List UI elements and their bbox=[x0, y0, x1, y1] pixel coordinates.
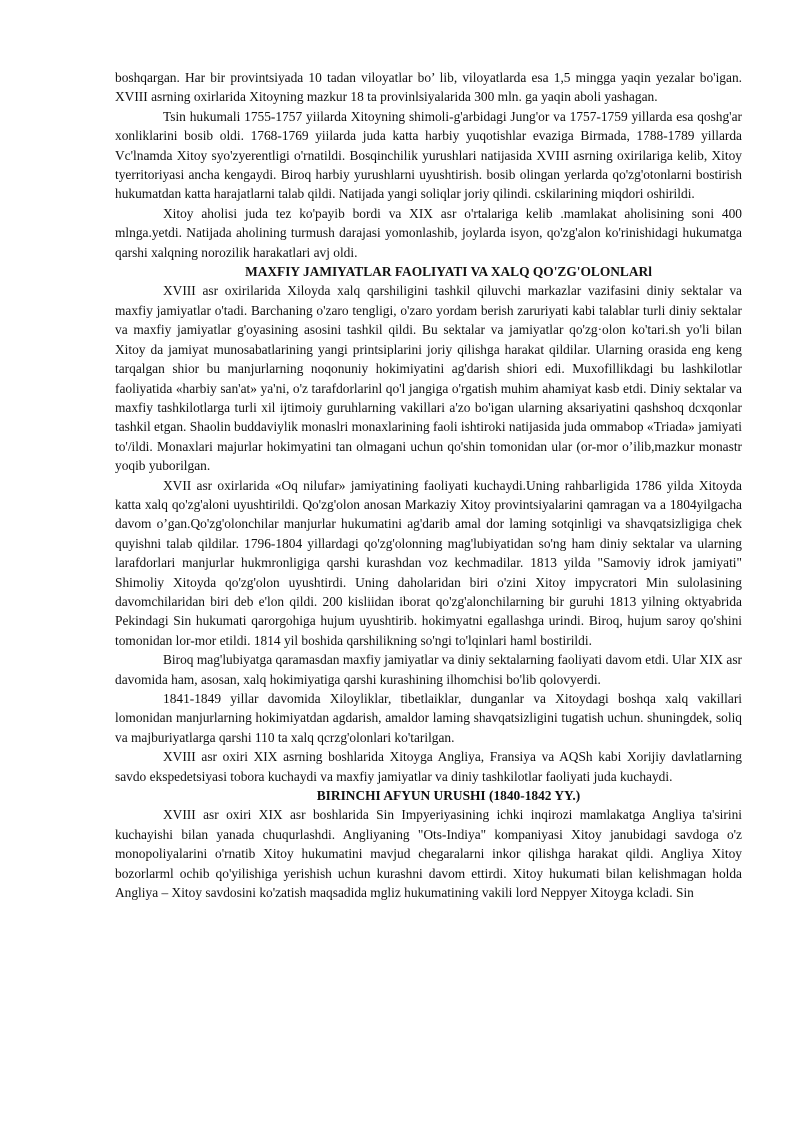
paragraph: Biroq mag'lubiyatga qaramasdan maxfiy jamiyatlar va diniy sektalarning faoliyati davom etdi. Ular XIX asr davomida ham, asosan, xalq hokimiyatiga qarshi kurashining ilhomchisi bo'lib qolovyerdi. bbox=[115, 652, 742, 687]
section-heading: BIRINCHI AFYUN URUSHI (1840-1842 YY.) bbox=[316, 788, 581, 804]
paragraph: XVIII asr oxiri XIX asr boshlarida Sin Impyeriyasining ichki inqirozi mamlakatga Angliya ta'sirini kuchayishi bilan yanada chuqurlashdi. Angliyaning "Ots-Indiya" kompaniyasi Xitoy janubidagi savdoga o'z monopoliyalarini o'rnatib Xitoy hukumatini mavjud chegaralarni inkor qilishga harakat qildi. Angliya Xitoy bozorlarml ochib qo'yilishiga yerishish uchun kurashni davom ettirdi. Xitoy hukumati bilan kelishmagan holda Angliya – Xitoy savdosini ko'zatish maqsadida mgliz hukumatining vakili lord Neppyer Xitoyga kcladi. Sin bbox=[115, 807, 742, 901]
paragraph: Tsin hukumali 1755-1757 yiilarda Xitoyning shimoli-g'arbidagi Jung'or va 1757-1759 yillarda esa qoshg'ar xonliklarini bosib oldi. 1768-1769 yiilarda juda katta harbiy yuqotishlar evaziga Birmada, 1788-1789 yillarda Vc'lnamda Xitoy syo'zyerentligi o'rnatildi. Bosqinchilik yurushlari natijasida XVIII asrning oxirilariga kelib, Xitoy tyerritoriyasi ancha kengaydi. Biroq harbiy yurushlarni uyushtirish. bosib olingan yerlarda qo'zg'otonlarni bostirish hukumatdan katta harajatlarni talab qildi. Natijada yangi soliqlar joriy qilindi. cskilarining miqdori oshirildi. bbox=[115, 108, 742, 202]
paragraph: Xitoy aholisi juda tez ko'payib bordi va XIX asr o'rtalariga kelib .mamlakat aholisining soni 400 mlnga.yetdi. Natijada aholining turmush darajasi yomonlashib, joylarda isyon, qo'zg'alon ko'rinishidagi hukumatga qarshi xalqning norozilik harakatlari avj oldi. bbox=[115, 205, 742, 260]
paragraph: boshqargan. Har bir provintsiyada 10 tadan viloyatlar bo’ lib, viloyatlarda esa 1,5 mingga yaqin yezalar bo'igan. XVIII asrning oxirlarida Xitoyning mazkur 18 ta provinlsiyalarida 300 mln. ga yaqin aboli yashagan. bbox=[115, 70, 742, 105]
paragraph: XVIII asr oxirilarida Xiloyda xalq qarshiligini tashkil qiluvchi markazlar vazifasini diniy sektalar va maxfiy jamiyatlar o'tadi. Barchaning o'zaro tengligi, o'zaro yordam berish zaruriyati kabi talablar turli diniy sektalar va maxfiy jamiyatlar g'oyasining asosini tashkil qildi. Bu sektalar va jamiyatlar qo'zg·olon ko'tari.sh yo'li bilan Xitoy da jamiyat munosabatlarining yangi printsiplarini joriy qilishga harakat qildilar. Ularning orasida eng keng tarqalgan shior bu manjurlarning noqonuniy hokimiyatini ag'darish shiori edi. Muxofillikdagi bu lashkilotlar faoliyatida «harbiy san'at» ya'ni, o'z tarafdorlarinl qo'l jangiga o'rgatish muhim ahamiyat kasb etdi. Diniy sektalar va maxfiy tashkilotlarga turli xil ijtimoiy guruhlarning vakillari a'zo bo'igan ularning aksariyatini qashshoq dcxqonlar tashkil etgan. Shaolin buddaviylik monaslri monaxlarining faoli ishtiroki natijasida juda ommabop «Triada» jamiyati to'/ildi. Monaxlari majurlar hokimyatini tan olmagani uchun qo'shin tomonidan ular (or-mor o’ilib,mazkur monastr yoqib yuborilgan. bbox=[115, 283, 742, 474]
paragraph: XVII asr oxirlarida «Oq nilufar» jamiyatining faoliyati kuchaydi.Uning rahbarligida 1786 yilda Xitoyda katta xalq qo'zg'aloni uyushtirildi. Qo'zg'olon anosan Markaziy Xitoy provintsiyalarini qamragan va a 1804yilgacha davom o’gan.Qo'zg'olonchilar manjurlar hukumatini ag'darib amal dor laming sotqinligi va shavqatsizligiga chek quyishni talab qildilar. 1796-1804 yillardagi qo'zg'olonning mag'lubiyatidan so'ng ham diniy sektalar va ularning larafdorlari manjurlar hukmronligiga qarshi kurashdan voz kechmadilar. 1813 yilda "Samoviy idrok jamiyati" Shimoliy Xitoyda qo'zg'olon uyushtirdi. Uning daholaridan biri o'zini Xitoy impycratori Min sulolasining davomchilaridan biri deb e'lon qildi. 200 kisliidan iborat qo'zg'alonchilarning bir guruhi 1813 yilning oktyabrida Pekindagi Sin hukumati qarorgohiga hujum uyushtirib. hokimyatni egallashga urindi. Biroq, hujum saroy qo'shini tomonidan lor-mor etildi. 1814 yil boshida qarshilikning so'ngi to'lqinlari haml bostirildi. bbox=[115, 477, 742, 648]
section-heading: MAXFIY JAMIYATLAR FAOLIYATI VA XALQ QO'ZG'OLONLARl bbox=[245, 264, 652, 280]
paragraph: 1841-1849 yillar davomida Xiloyliklar, tibetlaiklar, dunganlar va Xitoydagi boshqa xalq vakillari lomonidan manjurlarning hokimiyatdan agdarish, amaldor laming shavqatsizligini tugatish uchun. shuningdek, soliq va majburiyatlarga qarshi 110 ta xalq qcrzg'olonlari ko'tarilgan. bbox=[115, 691, 742, 745]
paragraph: XVIII asr oxiri XIX asrning boshlarida Xitoyga Angliya, Fransiya va AQSh kabi Xorijiy davlatlarning savdo ekspedetsiyasi tobora kuchaydi va maxfiy jamiyatlar va diniy tashkilotlar faoliyati juda kuchaydi. bbox=[115, 749, 742, 784]
